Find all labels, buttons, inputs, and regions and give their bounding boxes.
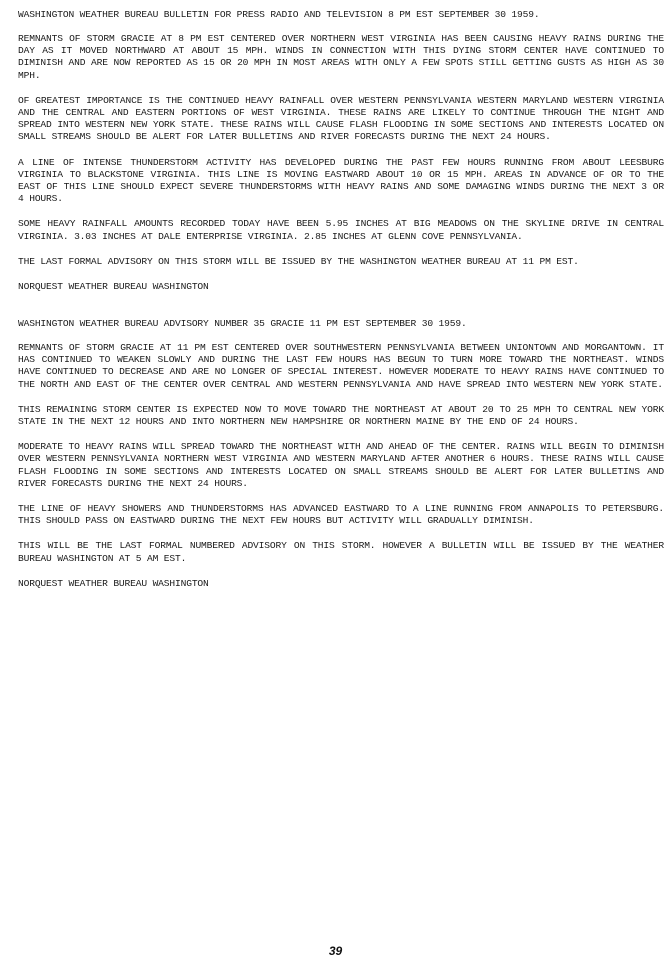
document-body	[18, 8, 664, 590]
advisory-paragraph: REMNANTS OF STORM GRACIE AT 11 PM EST CENTERED OVER SOUTHWESTERN PENNSYLVANIA BETWEEN UNIONTOWN AND MORGANTOWN. IT HAS CONTINUED TO WEAKEN SLOWLY AND DURING THE LAST FEW HOURS HAS BEGUN TO TURN MORE TOWARD THE NORTHEAST. WINDS HAVE CONTINUED TO DECREASE AND ARE NO LONGER OF SPECIAL INTEREST. HOWEVER MODERATE TO HEAVY RAINS HAVE CONTINUED TO THE NORTH AND EAST OF THE CENTER OVER CENTRAL AND WESTERN PENNSYLVANIA AND HAVE SPREAD INTO WESTERN NEW YORK STATE.	[18, 342, 664, 390]
bulletin-paragraph: REMNANTS OF STORM GRACIE AT 8 PM EST CENTERED OVER NORTHERN WEST VIRGINIA HAS BEEN CAUSING HEAVY RAINS DURING THE DAY AS IT MOVED NORTHWARD AT ABOUT 15 MPH. WINDS IN CONNECTION WITH THIS DYING STORM CENTER HAVE CONTINUED TO DIMINISH AND ARE NOW REPORTED AS 15 OR 20 MPH IN MOST AREAS WITH ONLY A FEW SPOTS STILL GETTING GUSTS AS HIGH AS 30 MPH.	[18, 33, 664, 81]
advisory-bulletin	[18, 317, 664, 590]
bulletin-signoff: NORQUEST WEATHER BUREAU WASHINGTON	[18, 281, 209, 293]
bulletin-paragraph: OF GREATEST IMPORTANCE IS THE CONTINUED HEAVY RAINFALL OVER WESTERN PENNSYLVANIA WESTERN MARYLAND WESTERN VIRGINIA AND THE CENTRAL AND EASTERN PORTIONS OF WEST VIRGINIA. THESE RAINS ARE LIKELY TO CONTINUE THROUGH THE NIGHT AND SPREAD INTO WESTERN NEW YORK STATE. THESE RAINS WILL CAUSE FLASH FLOODING IN SOME SECTIONS AND INTERESTS LOCATED ON SMALL STREAMS SHOULD BE ALERT FOR LATER BULLETINS AND RIVER FORECASTS DURING THE NEXT 24 HOURS.	[18, 94, 664, 143]
bulletin-paragraph: THE LAST FORMAL ADVISORY ON THIS STORM WILL BE ISSUED BY THE WASHINGTON WEATHER BUREAU AT 11 PM EST.	[18, 255, 579, 267]
advisory-title: WASHINGTON WEATHER BUREAU ADVISORY NUMBER 35 GRACIE 11 PM EST SEPTEMBER 30 1959.	[18, 318, 467, 330]
advisory-paragraph: THIS REMAINING STORM CENTER IS EXPECTED NOW TO MOVE TOWARD THE NORTHEAST AT ABOUT 20 TO 25 MPH TO CENTRAL NEW YORK STATE IN THE NEXT 12 HOURS AND INTO NORTHERN NEW HAMPSHIRE OR NORTHERN MAINE BY THE END OF 24 HOURS.	[18, 403, 664, 428]
section-spacer	[18, 293, 664, 317]
advisory-paragraph: THE LINE OF HEAVY SHOWERS AND THUNDERSTORMS HAS ADVANCED EASTWARD TO A LINE RUNNING FROM ANNAPOLIS TO PETERSBURG. THIS SHOULD PASS ON EASTWARD DURING THE NEXT FEW HOURS BUT ACTIVITY WILL GRADUALLY DIMINISH.	[18, 503, 664, 527]
advisory-signoff: NORQUEST WEATHER BUREAU WASHINGTON	[18, 577, 209, 589]
bulletin-paragraph: SOME HEAVY RAINFALL AMOUNTS RECORDED TODAY HAVE BEEN 5.95 INCHES AT BIG MEADOWS ON THE SKYLINE DRIVE IN CENTRAL VIRGINIA. 3.03 INCHES AT DALE ENTERPRISE VIRGINIA. 2.85 INCHES AT GLENN COVE PENNSYLVANIA.	[18, 218, 664, 242]
advisory-paragraph: MODERATE TO HEAVY RAINS WILL SPREAD TOWARD THE NORTHEAST WITH AND AHEAD OF THE CENTER. RAINS WILL BEGIN TO DIMINISH OVER WESTERN PENNSYLVANIA NORTHERN WEST VIRGINIA AND WESTERN MARYLAND AFTER ANOTHER 6 HOURS. THESE RAINS WILL CAUSE FLASH FLOODING IN SOME SECTIONS AND INTERESTS LOCATED ON SMALL STREAMS SHOULD BE ALERT FOR LATER BULLETINS AND RIVER FORECASTS DURING THE NEXT 24 HOURS.	[18, 441, 664, 489]
page-number: 39	[328, 944, 343, 958]
bulletin-title: WASHINGTON WEATHER BUREAU BULLETIN FOR PRESS RADIO AND TELEVISION 8 PM EST SEPTEMBER 30 1959.	[18, 9, 540, 20]
bulletin-paragraph: A LINE OF INTENSE THUNDERSTORM ACTIVITY HAS DEVELOPED DURING THE PAST FEW HOURS RUNNING FROM ABOUT LEESBURG VIRGINIA TO BLACKSTONE VIRGINIA. THIS LINE IS MOVING EASTWARD ABOUT 10 OR 15 MPH. AREAS IN ADVANCE OF OR TO THE EAST OF THIS LINE SHOULD EXPECT SEVERE THUNDERSTORMS WITH HEAVY RAINS AND SOME DAMAGING WINDS DURING THE NEXT 3 OR 4 HOURS.	[18, 156, 664, 205]
advisory-paragraph: THIS WILL BE THE LAST FORMAL NUMBERED ADVISORY ON THIS STORM. HOWEVER A BULLETIN WILL BE ISSUED BY THE WEATHER BUREAU WASHINGTON AT 5 AM EST.	[18, 540, 664, 564]
press-bulletin	[18, 8, 664, 293]
